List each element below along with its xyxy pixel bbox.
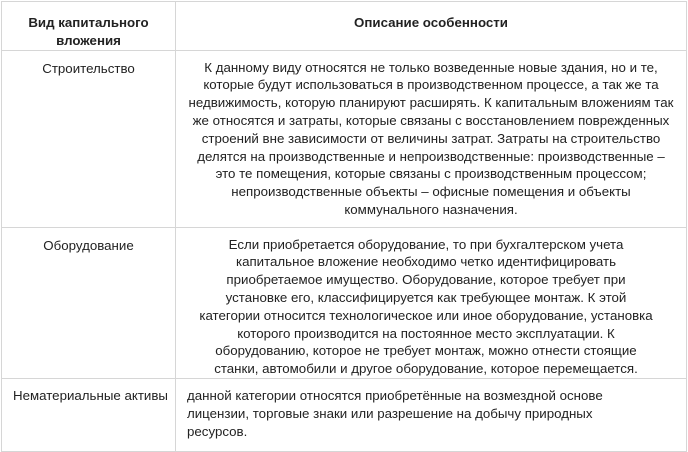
table-row xyxy=(2,227,687,378)
row-type-cell: Оборудование xyxy=(2,227,176,378)
row-description-cell: данной категории относятся приобретённые на возмездной основе лицензии, торговые знаки или разрешение на добычу природных ресурсов. xyxy=(176,378,687,451)
header-type: Вид капитального вложения xyxy=(2,2,176,51)
header-description: Описание особенности xyxy=(176,2,687,51)
capital-investment-table xyxy=(1,1,687,452)
row-type-cell: Строительство xyxy=(2,50,176,227)
row-description-cell: Если приобретается оборудование, то при бухгалтерском учета капитальное вложение необходимо четко идентифицировать приобретаемое имущество. Оборудование, которое требует при установке его, классифицируется как требующее монтаж. К этой категории относится технологическое или иное оборудование, установка которого производится на постоянное место эксплуатации. К оборудованию, которое не требует монтаж, можно отнести стоящие станки, автомобили и другое оборудование, которое перемещается. xyxy=(176,227,687,378)
row-type-cell: Нематериальные активы xyxy=(2,378,176,451)
row-description-cell: К данному виду относятся не только возведенные новые здания, но и те, которые будут использоваться в производственном процессе, а так же та недвижимость, которую планируют расширять. К капитальным вложениям так же относятся и затраты, которые связаны с восстановлением поврежденных строений вне зависимости от величины затрат. Затраты на строительство делятся на производственные и непроизводственные: производственные – это те помещения, которые связаны с производственным процессом; непроизводственные объекты – офисные помещения и объекты коммунального назначения. xyxy=(176,50,687,227)
table-row xyxy=(2,378,687,451)
header-row xyxy=(2,2,687,51)
table-row xyxy=(2,50,687,227)
